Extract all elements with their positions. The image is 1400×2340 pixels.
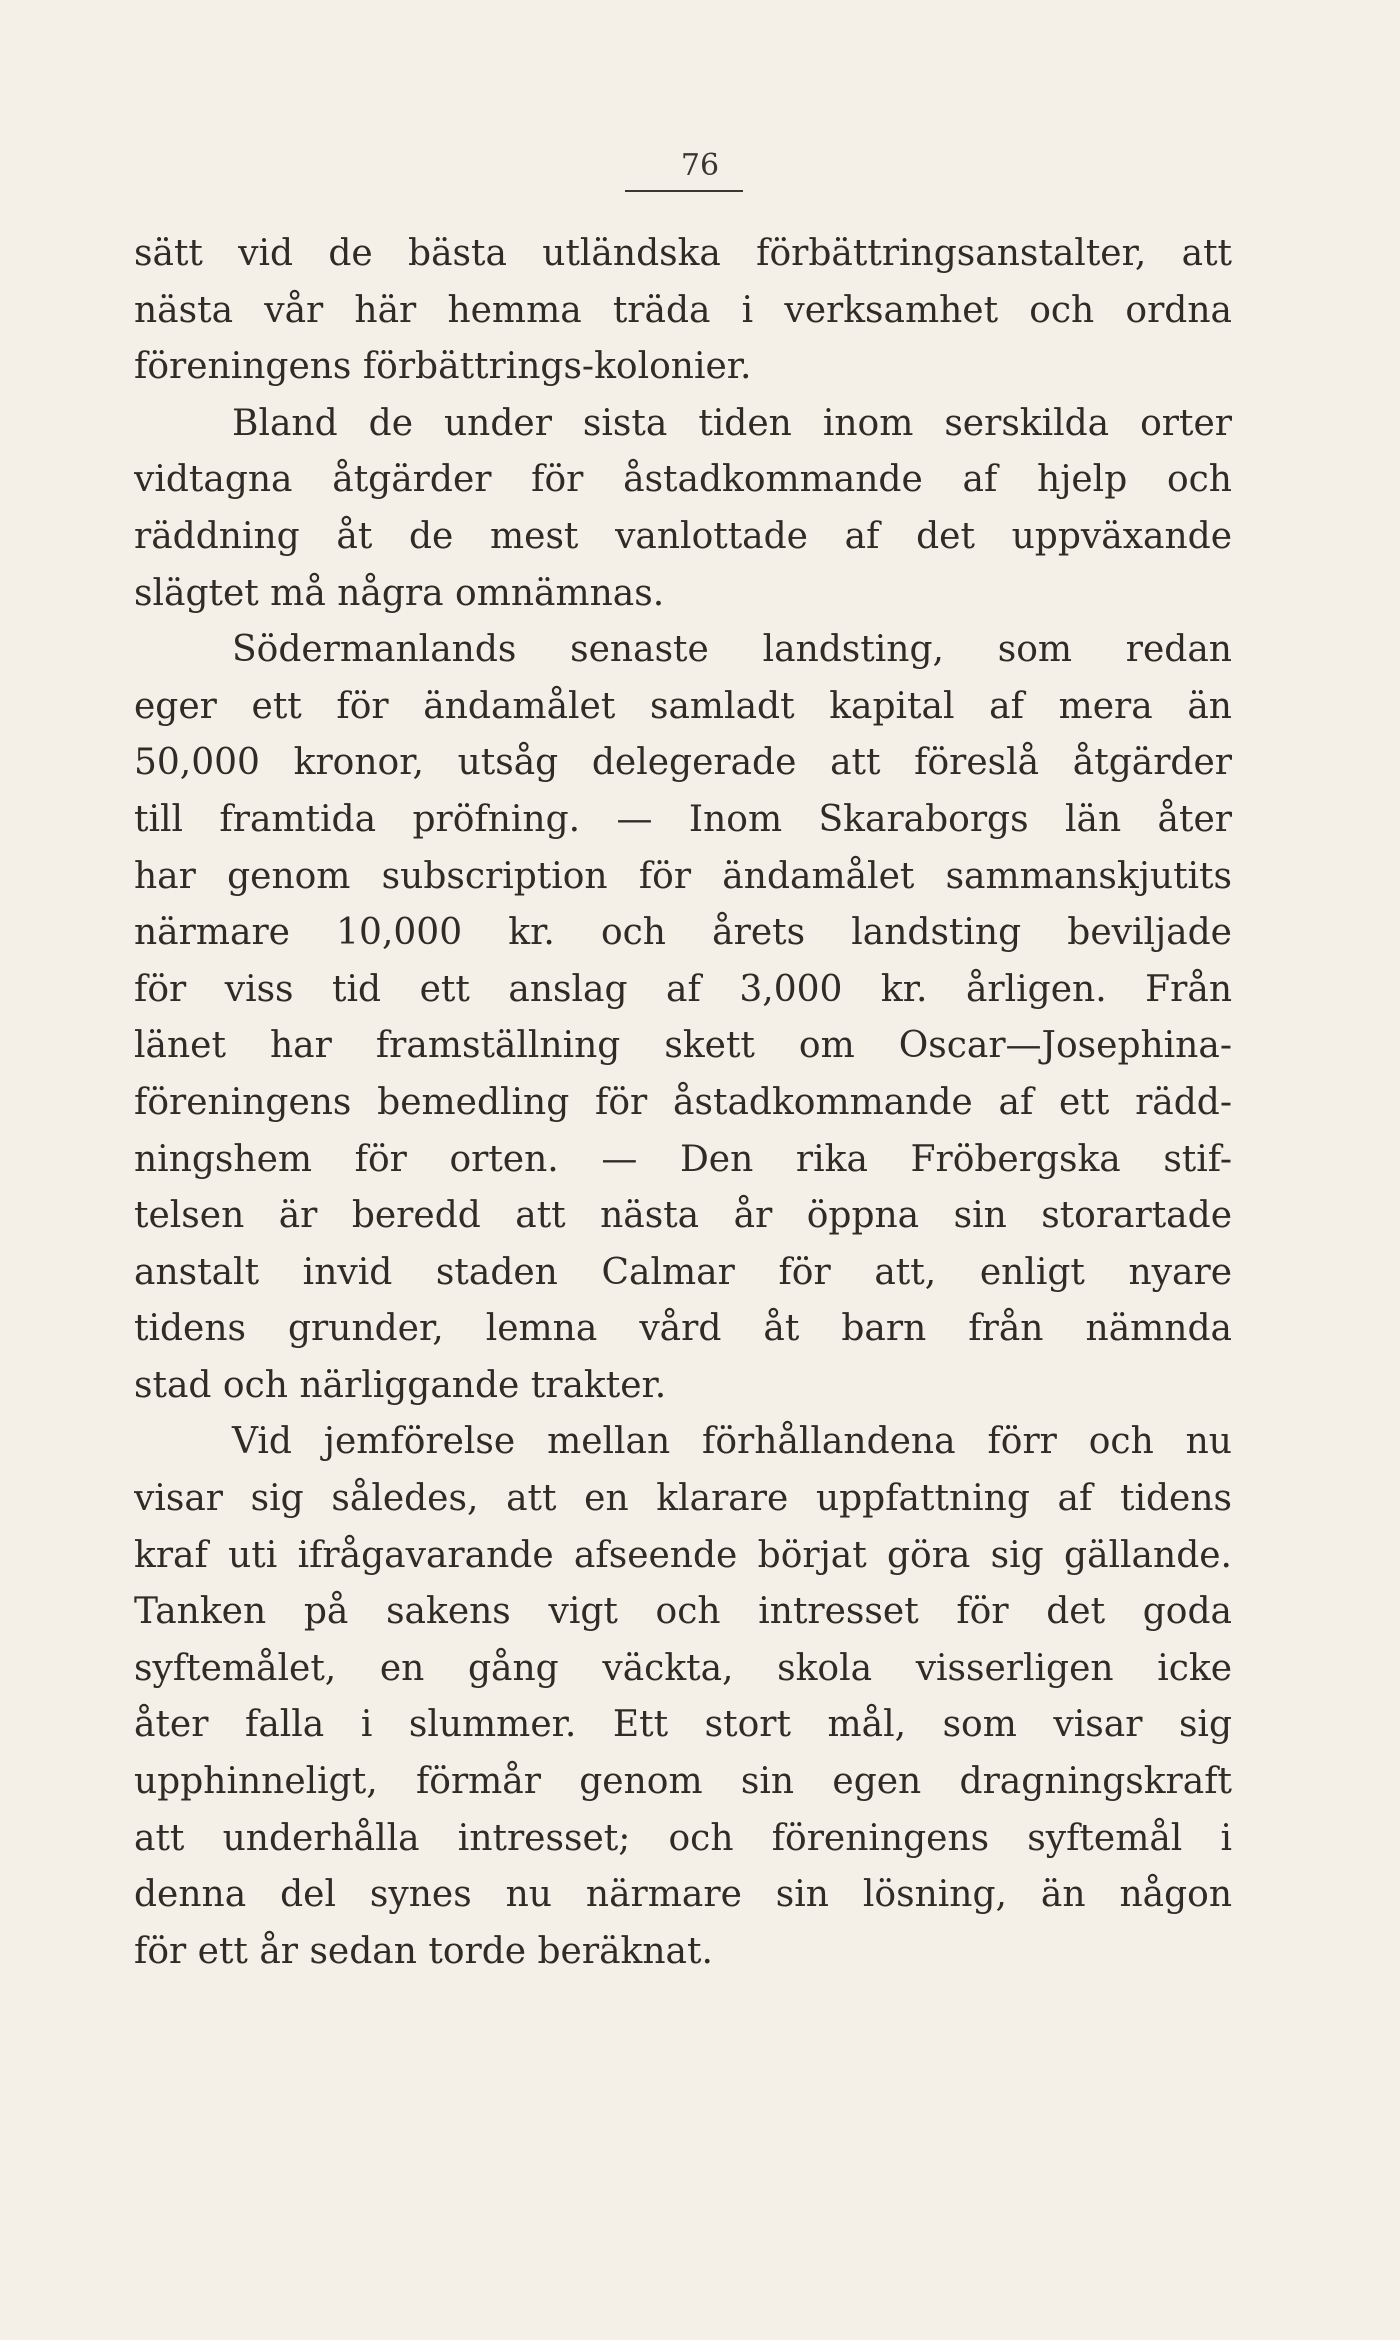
- text-line: visar sig således, att en klarare uppfattning af tidens: [134, 1478, 1232, 1520]
- text-line: anstalt invid staden Calmar för att, enligt nyare: [134, 1251, 1232, 1293]
- text-line: Tanken på sakens vigt och intresset för det goda: [134, 1591, 1232, 1633]
- text-line: 50,000 kronor, utsåg delegerade att föreslå åtgärder: [134, 742, 1232, 784]
- text-line: vidtagna åtgärder för åstadkommande af hjelp och: [134, 459, 1232, 501]
- text-line: upphinneligt, förmår genom sin egen dragningskraft: [134, 1761, 1232, 1803]
- text-line: åter falla i slummer. Ett stort mål, som visar sig: [134, 1704, 1232, 1746]
- text-line: sätt vid de bästa utländska förbättringsanstalter, att: [134, 233, 1232, 274]
- text-line: att underhålla intresset; och föreningens syftemål i: [134, 1817, 1232, 1859]
- text-line: Vid jemförelse mellan förhållandena förr och nu: [232, 1421, 1232, 1463]
- text-line: syftemålet, en gång väckta, skola visserligen icke: [134, 1647, 1232, 1689]
- page-number-rule: [625, 190, 743, 192]
- text-line: för viss tid ett anslag af 3,000 kr. årligen. Från: [134, 968, 1232, 1010]
- text-line: närmare 10,000 kr. och årets landsting beviljade: [134, 912, 1232, 954]
- text-line: Södermanlands senaste landsting, som redan: [232, 629, 1232, 671]
- text-line: nästa vår här hemma träda i verksamhet och ordna: [134, 289, 1232, 331]
- text-line: eger ett för ändamålet samladt kapital af mera än: [134, 685, 1232, 727]
- text-line: har genom subscription för ändamålet sammanskjutits: [134, 855, 1232, 897]
- text-line: tidens grunder, lemna vård åt barn från nämnda: [134, 1308, 1232, 1350]
- body-text: [134, 226, 1232, 1980]
- text-line: räddning åt de mest vanlottade af det uppväxande: [134, 515, 1232, 557]
- text-line: slägtet må några omnämnas.: [134, 572, 665, 614]
- text-line: denna del synes nu närmare sin lösning, än någon: [134, 1874, 1232, 1916]
- text-line: stad och närliggande trakter.: [134, 1364, 667, 1406]
- text-line: för ett år sedan torde beräknat.: [134, 1930, 713, 1972]
- text-line: Bland de under sista tiden inom serskilda orter: [232, 402, 1232, 444]
- text-line: till framtida pröfning. — Inom Skaraborgs län åter: [134, 798, 1232, 840]
- text-line: telsen är beredd att nästa år öppna sin storartade: [134, 1195, 1232, 1237]
- text-line: länet har framställning skett om Oscar—Josephina-: [134, 1025, 1232, 1067]
- page-number: 76: [680, 148, 720, 183]
- text-line: kraf uti ifrågavarande afseende börjat göra sig gällande.: [134, 1534, 1232, 1576]
- text-line: föreningens förbättrings-kolonier.: [134, 346, 752, 388]
- text-line: ningshem för orten. — Den rika Fröbergska stif-: [134, 1138, 1232, 1180]
- text-line: föreningens bemedling för åstadkommande af ett rädd-: [134, 1081, 1232, 1123]
